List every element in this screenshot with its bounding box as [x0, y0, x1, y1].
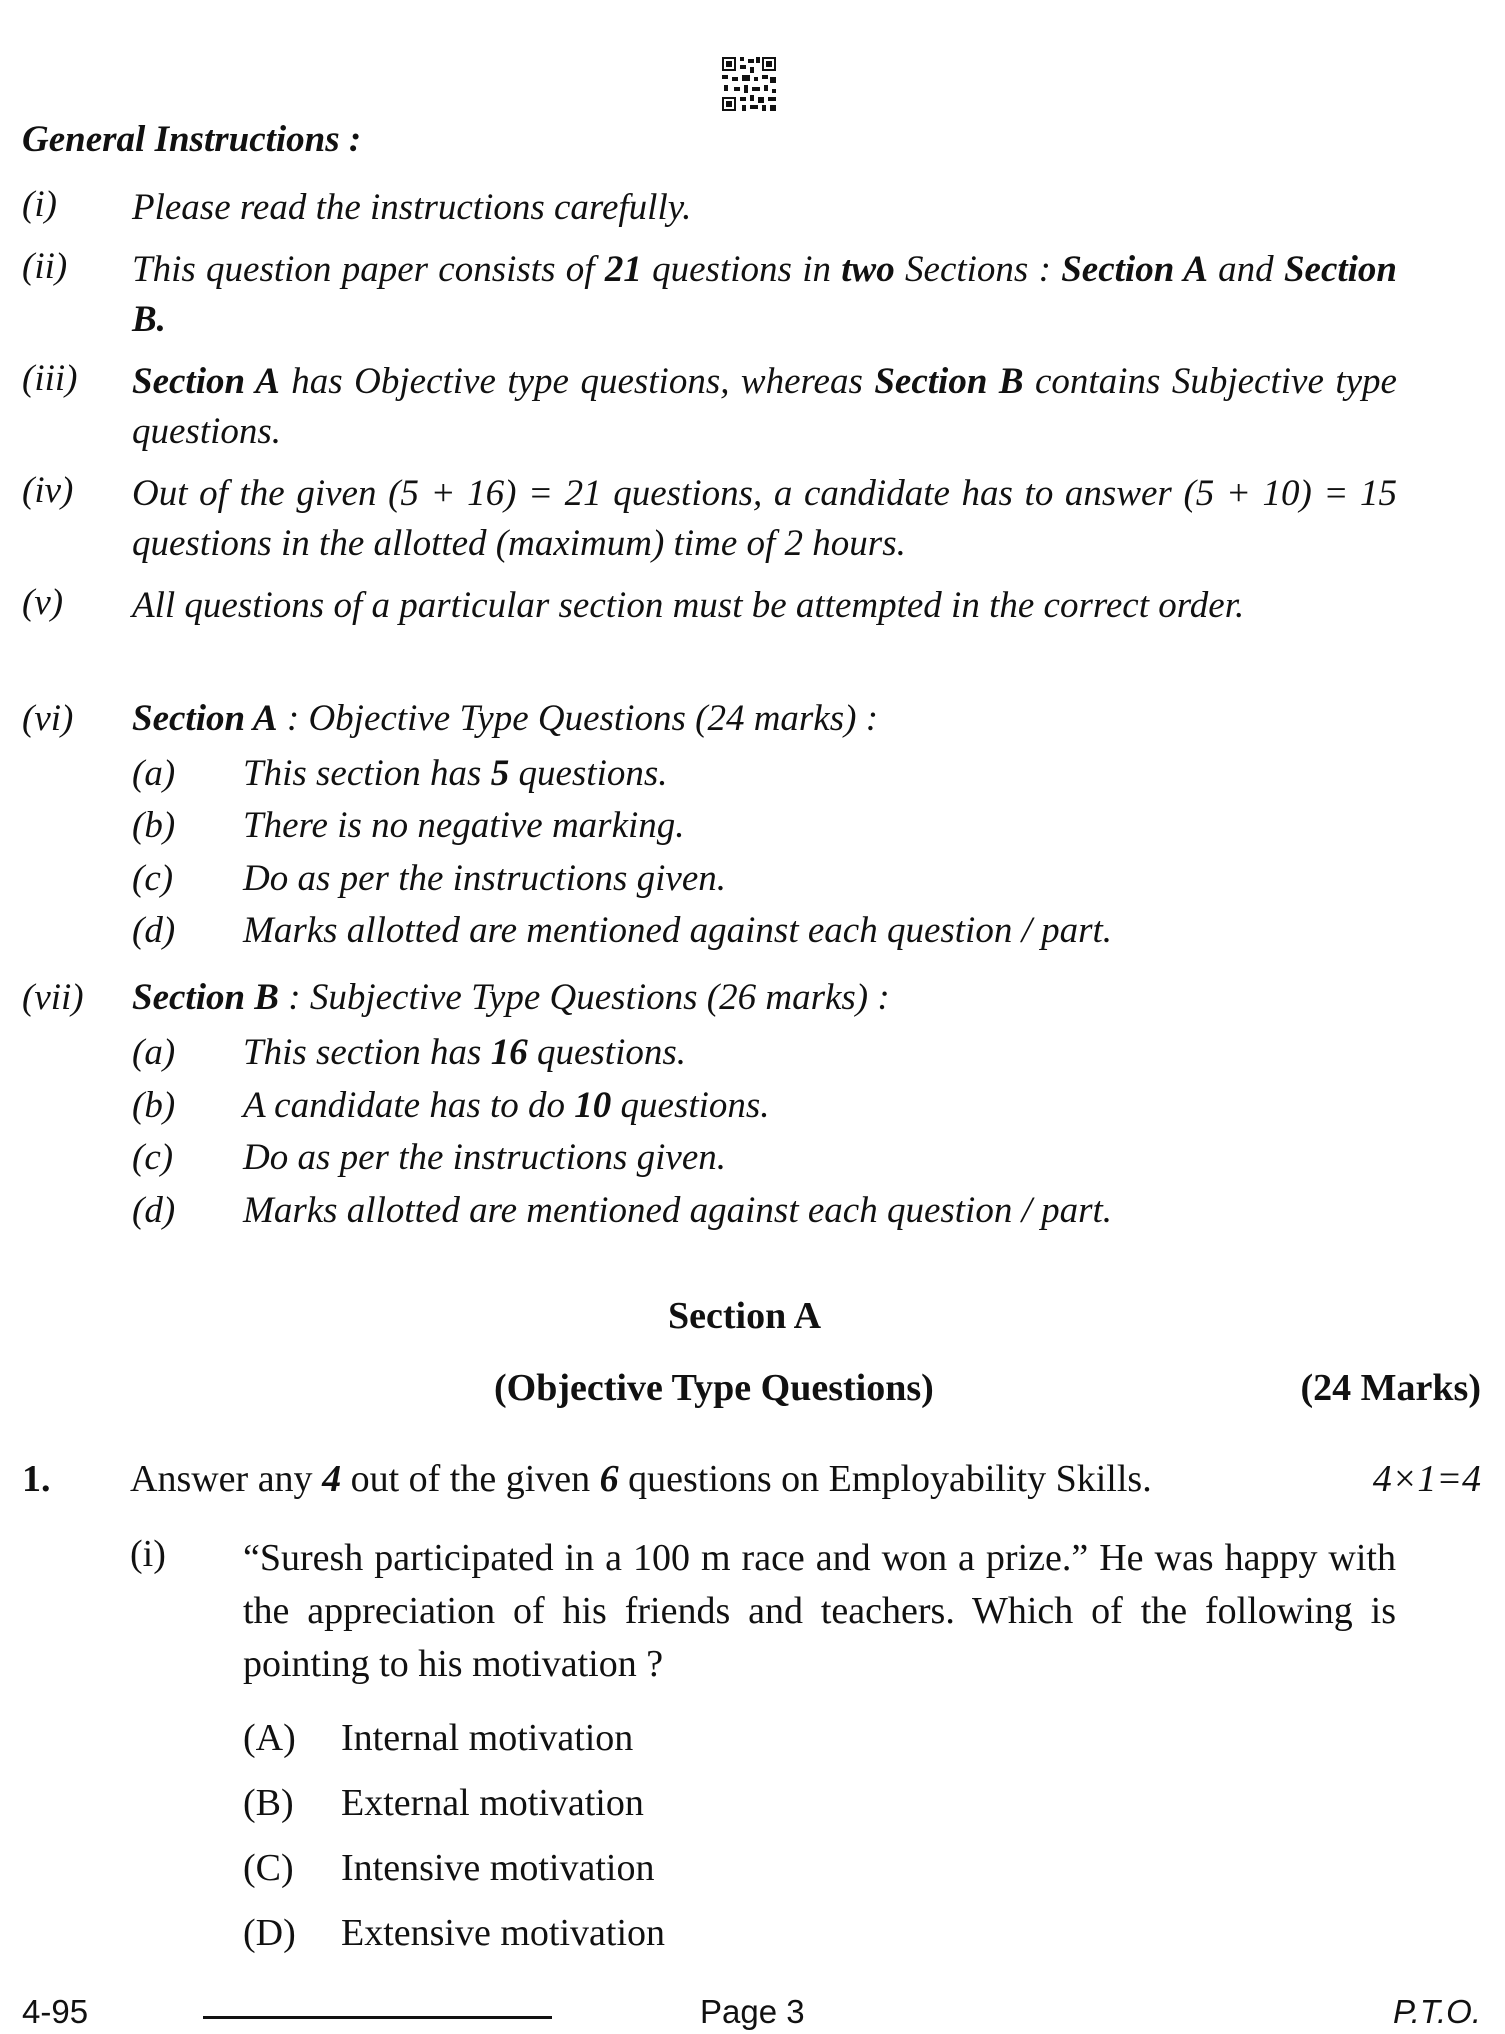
option-label: (C): [243, 1847, 294, 1889]
instruction-text: This question paper consists of 21 questions in two Sections : Section A and Section B.: [132, 249, 1398, 340]
sub-item-label: (c): [132, 1137, 174, 1178]
option-text: Intensive motivation: [341, 1847, 655, 1889]
instruction-text: Please read the instructions carefully.: [132, 187, 692, 228]
instruction-number: (ii): [22, 246, 68, 287]
sub-item-text: Do as per the instructions given.: [243, 1137, 727, 1178]
option-label: (A): [243, 1717, 296, 1759]
section-a-instruction-heading: Section A : Objective Type Questions (24 marks) :: [132, 698, 879, 739]
question-number: 1.: [22, 1458, 51, 1500]
page-number: Page 3: [700, 1993, 805, 2030]
instructions-heading: General Instructions :: [22, 119, 362, 160]
instruction-text: Section A has Objective type questions, whereas Section B contains Subjective type questions.: [132, 361, 1397, 452]
sub-item-text: This section has 16 questions.: [243, 1032, 686, 1073]
sub-item-label: (d): [132, 1190, 176, 1231]
section-marks: (24 Marks): [1300, 1367, 1481, 1409]
sub-item-label: (d): [132, 910, 176, 951]
option-text: Extensive motivation: [341, 1912, 666, 1954]
instruction-number: (vi): [22, 698, 74, 739]
sub-item-label: (c): [132, 858, 174, 899]
option-label: (D): [243, 1912, 296, 1954]
instruction-number: (vii): [22, 977, 84, 1018]
sub-item-label: (b): [132, 805, 176, 846]
option-label: (B): [243, 1782, 294, 1824]
sub-item-text: Marks allotted are mentioned against each question / part.: [243, 1190, 1113, 1231]
option-text: Internal motivation: [341, 1717, 634, 1759]
pto-label: P.T.O.: [1392, 1993, 1481, 2030]
instruction-text: All questions of a particular section must be attempted in the correct order.: [132, 585, 1245, 626]
section-title: Section A: [668, 1295, 822, 1337]
sub-item-text: There is no negative marking.: [243, 805, 685, 846]
paper-code: 4-95: [22, 1993, 89, 2030]
instruction-text: Out of the given (5 + 16) = 21 questions, a candidate has to answer (5 + 10) = 15 questions in the allotted (maximum) time of 2 hours.: [132, 473, 1397, 564]
sub-item-label: (a): [132, 753, 176, 794]
question-text: Answer any 4 out of the given 6 questions on Employability Skills.: [130, 1458, 1152, 1500]
sub-item-text: Do as per the instructions given.: [243, 858, 727, 899]
instruction-number: (v): [22, 582, 64, 623]
sub-item-text: Marks allotted are mentioned against each question / part.: [243, 910, 1113, 951]
sub-item-text: This section has 5 questions.: [243, 753, 668, 794]
sub-item-label: (a): [132, 1032, 176, 1073]
instruction-number: (iii): [22, 358, 78, 399]
sub-question-number: (i): [130, 1533, 166, 1575]
section-subtitle: (Objective Type Questions): [494, 1367, 934, 1409]
sub-item-label: (b): [132, 1085, 176, 1126]
sub-question-text: “Suresh participated in a 100 m race and won a prize.” He was happy with the appreciation of his friends and teachers. Which of the following is pointing to his motivation ?: [243, 1537, 1396, 1685]
instruction-number: (iv): [22, 470, 74, 511]
question-marks: 4×1=4: [1372, 1458, 1481, 1500]
qr-code-icon: [720, 55, 778, 113]
instruction-number: (i): [22, 184, 57, 225]
section-b-instruction-heading: Section B : Subjective Type Questions (26 marks) :: [132, 977, 890, 1018]
sub-item-text: A candidate has to do 10 questions.: [243, 1085, 770, 1126]
option-text: External motivation: [341, 1782, 644, 1824]
footer-rule: [203, 2016, 552, 2019]
